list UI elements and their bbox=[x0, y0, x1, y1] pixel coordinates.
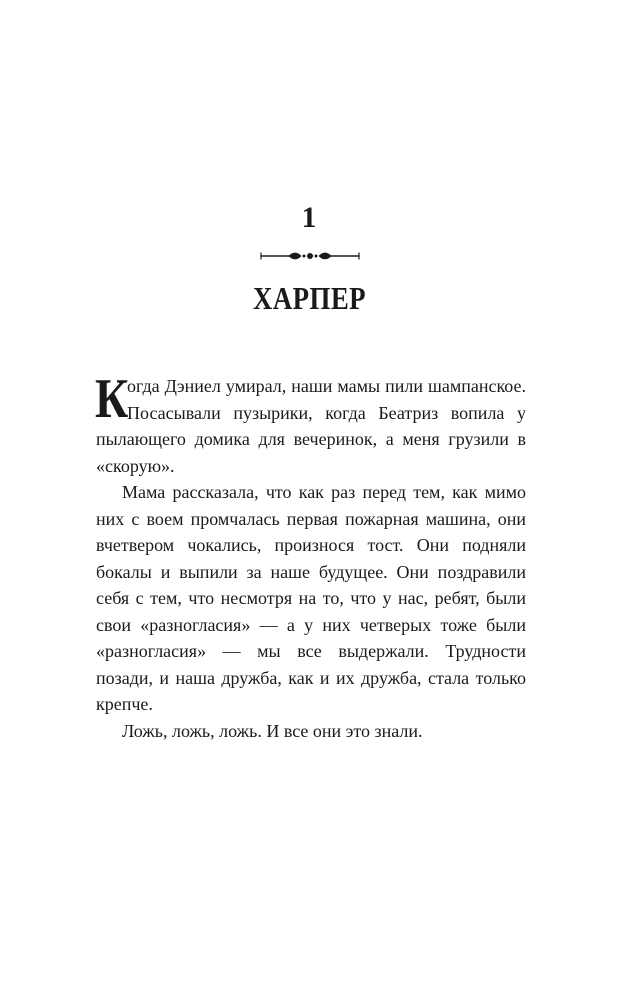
paragraph-text: огда Дэниел умирал, наши мамы пили шампанское. Посасывали пузырики, когда Беатриз вопила у пылающего домика для вечеринок, а меня грузили в «скорую». bbox=[96, 376, 526, 476]
paragraph: Мама рассказала, что как раз перед тем, как мимо них с воем промчалась первая пожарная машина, они вчетвером чокались, произнося тост. Они подняли бокалы и выпили за наше будущее. Они поздравили себя с тем, что несмотря на то, что у нас, ребят, были свои «разногласия» — а у них четверых тоже были «разногласия» — мы все выдержали. Трудности позади, и наша дружба, как и их дружба, стала только крепче. bbox=[96, 482, 526, 714]
drop-cap: К bbox=[95, 368, 129, 430]
chapter-body bbox=[95, 368, 526, 744]
paragraph bbox=[95, 368, 526, 479]
chapter-number: 1 bbox=[301, 201, 318, 234]
chapter-title: ХАРПЕР bbox=[252, 280, 367, 316]
decorative-flourish-icon bbox=[259, 246, 361, 266]
paragraph: Ложь, ложь, ложь. И все они это знали. bbox=[122, 720, 423, 741]
